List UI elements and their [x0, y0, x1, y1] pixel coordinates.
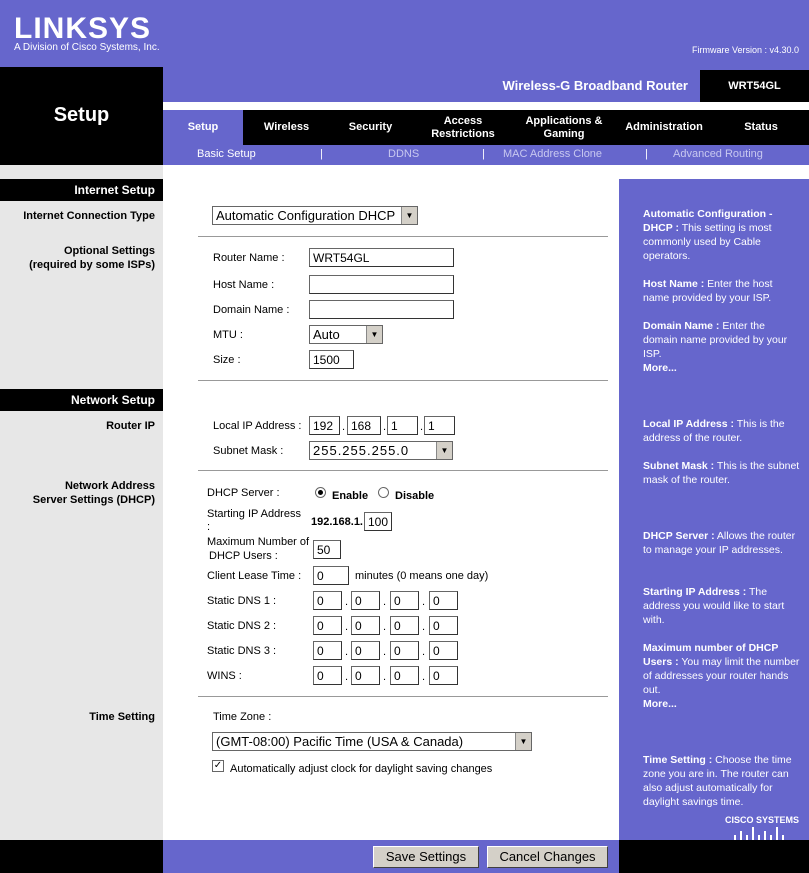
ip-dot: . — [345, 671, 349, 683]
chevron-down-icon: ▼ — [515, 733, 531, 750]
tab-label: Security — [348, 121, 393, 133]
divider — [198, 696, 608, 697]
ip-dot: . — [383, 671, 387, 683]
wins-octet-3[interactable] — [390, 666, 419, 685]
wins-octet-4[interactable] — [429, 666, 458, 685]
cisco-bars-icon — [732, 827, 792, 841]
divider — [198, 470, 608, 471]
dns1-octet-3[interactable] — [390, 591, 419, 610]
dns2-octet-4[interactable] — [429, 616, 458, 635]
help-max-users — [643, 641, 801, 697]
help-title: Subnet Mask : — [643, 460, 715, 472]
footer-left — [0, 840, 163, 873]
dns2-octet-2[interactable] — [351, 616, 380, 635]
tab-label: Status — [744, 121, 778, 133]
tab-security[interactable] — [333, 110, 408, 145]
help-title: Local IP Address : — [643, 418, 735, 430]
help-title: Starting IP Address : — [643, 586, 747, 598]
dns1-octet-2[interactable] — [351, 591, 380, 610]
dns1-octet-1[interactable] — [313, 591, 342, 610]
model-name: WRT54GL — [700, 70, 809, 102]
logo-subtitle: A Division of Cisco Systems, Inc. — [14, 42, 160, 53]
help-text: Enter the domain name provided by your ISP. — [643, 320, 788, 360]
ip-dot: . — [420, 421, 424, 433]
section-network-setup — [0, 389, 163, 411]
subtab-mac-address-clone[interactable]: MAC Address Clone — [503, 148, 603, 160]
wins-label: WINS : — [207, 670, 242, 682]
max-users-label-2: DHCP Users : — [209, 550, 278, 562]
router-name-label: Router Name : — [213, 252, 285, 264]
label-dhcp: Network Address — [64, 480, 155, 492]
host-name-label: Host Name : — [213, 279, 275, 291]
select-value: 255.255.255.0 — [313, 443, 410, 458]
ip-dot: . — [422, 596, 426, 608]
tab-status[interactable] — [725, 110, 797, 145]
section-label: Internet Setup — [74, 183, 155, 197]
help-text: Allows the router to manage your IP addresses. — [643, 530, 796, 556]
help-title: Time Setting : — [643, 754, 713, 766]
dst-label: Automatically adjust clock for daylight saving changes — [230, 763, 493, 775]
max-users-label: Maximum Number of — [207, 536, 310, 548]
label-optional-settings: Optional Settings — [63, 245, 155, 257]
page-title: Setup — [53, 104, 110, 126]
subtab-ddns[interactable]: DDNS — [388, 148, 420, 160]
tab-label: Administration — [625, 121, 703, 133]
help-title: Domain Name : — [643, 320, 720, 332]
cancel-changes-button[interactable]: Cancel Changes — [487, 846, 608, 868]
select-value: Automatic Configuration DHCP — [216, 208, 396, 223]
chevron-down-icon: ▼ — [436, 442, 452, 459]
label-time-setting: Time Setting — [89, 711, 155, 723]
ip-dot: . — [422, 646, 426, 658]
size-label: Size : — [213, 354, 241, 366]
connection-type-select[interactable] — [212, 206, 418, 225]
dns3-octet-1[interactable] — [313, 641, 342, 660]
tab-administration[interactable] — [615, 110, 713, 145]
cisco-systems-logo — [715, 815, 809, 840]
local-ip-octet-1[interactable] — [309, 416, 340, 435]
local-ip-octet-2[interactable] — [347, 416, 381, 435]
starting-ip-label: Starting IP Address — [207, 508, 301, 520]
help-text: The address you would like to start with. — [643, 586, 785, 626]
help-domain-name — [643, 319, 801, 361]
chevron-down-icon: ▼ — [366, 326, 382, 343]
help-title: Automatic Configuration - DHCP : — [643, 208, 773, 234]
starting-ip-label-colon: : — [207, 521, 211, 533]
lease-time-note: minutes (0 means one day) — [355, 570, 489, 582]
mtu-select[interactable] — [309, 325, 383, 344]
label-internet-connection-type: Internet Connection Type — [23, 210, 155, 222]
local-ip-octet-4[interactable] — [424, 416, 455, 435]
dns2-octet-1[interactable] — [313, 616, 342, 635]
help-starting-ip — [643, 585, 801, 627]
ip-dot: . — [383, 646, 387, 658]
help-dhcp-server — [643, 529, 801, 557]
help-more-link[interactable]: More... — [643, 362, 677, 374]
label-router-ip: Router IP — [106, 420, 155, 432]
subtab-separator: | — [320, 148, 323, 160]
help-text: Enter the host name provided by your ISP. — [643, 278, 773, 304]
help-local-ip — [643, 417, 801, 445]
subnet-mask-label: Subnet Mask : — [213, 445, 284, 457]
tab-label: Wireless — [263, 121, 310, 133]
dns3-octet-4[interactable] — [429, 641, 458, 660]
dhcp-enable-label: Enable — [332, 490, 369, 502]
tab-applications-gaming[interactable] — [518, 110, 610, 145]
subnet-mask-select[interactable] — [309, 441, 453, 460]
subtab-separator: | — [482, 148, 485, 160]
help-more-link[interactable]: More... — [643, 698, 677, 710]
subtab-basic-setup[interactable]: Basic Setup — [197, 148, 256, 160]
domain-name-label: Domain Name : — [213, 304, 290, 316]
dhcp-enable-radio[interactable] — [315, 487, 326, 498]
dhcp-disable-label: Disable — [395, 490, 435, 502]
ip-dot: . — [342, 421, 346, 433]
tab-label: Setup — [187, 121, 219, 133]
select-value: Auto — [313, 327, 340, 342]
host-name-input[interactable] — [309, 275, 454, 294]
firmware-version: Firmware Version : v4.30.0 — [691, 45, 799, 55]
dhcp-disable-radio[interactable] — [378, 487, 389, 498]
size-input[interactable] — [309, 350, 354, 369]
help-dhcp — [643, 207, 801, 263]
lease-time-input[interactable] — [313, 566, 349, 585]
linksys-logo: LINKSYS — [14, 12, 152, 45]
help-subnet-mask — [643, 459, 801, 487]
max-users-input[interactable] — [313, 540, 341, 559]
tab-wireless[interactable] — [248, 110, 325, 145]
help-time-setting — [643, 753, 801, 809]
time-zone-label: Time Zone : — [213, 711, 272, 723]
help-text: This is the subnet mask of the router. — [643, 460, 800, 486]
dns2-octet-3[interactable] — [390, 616, 419, 635]
tab-setup[interactable] — [163, 110, 243, 145]
ip-dot: . — [422, 621, 426, 633]
divider — [198, 236, 608, 237]
product-name: Wireless-G Broadband Router — [502, 78, 688, 93]
dns2-label: Static DNS 2 : — [207, 620, 277, 632]
footer-right — [619, 840, 809, 873]
dns1-label: Static DNS 1 : — [207, 595, 277, 607]
ip-dot: . — [383, 421, 387, 433]
mtu-label: MTU : — [213, 329, 243, 341]
local-ip-octet-3[interactable] — [387, 416, 418, 435]
chevron-down-icon: ▼ — [401, 207, 417, 224]
help-text: Choose the time zone you are in. The router can also adjust automatically for daylight savings time. — [643, 754, 792, 808]
dns3-label: Static DNS 3 : — [207, 645, 277, 657]
ip-dot: . — [345, 621, 349, 633]
wins-octet-2[interactable] — [351, 666, 380, 685]
time-zone-select[interactable] — [212, 732, 532, 751]
dst-checkbox[interactable]: ✓ — [213, 760, 223, 771]
select-value: (GMT-08:00) Pacific Time (USA & Canada) — [216, 734, 464, 749]
starting-ip-prefix: 192.168.1. — [311, 516, 363, 528]
ip-dot: . — [345, 646, 349, 658]
local-ip-label: Local IP Address : — [213, 420, 302, 432]
help-text: This is the address of the router. — [643, 418, 785, 444]
cisco-wordmark: CISCO SYSTEMS — [724, 815, 799, 825]
ip-dot: . — [345, 596, 349, 608]
dns1-octet-4[interactable] — [429, 591, 458, 610]
dhcp-server-label: DHCP Server : — [207, 487, 280, 499]
label-optional-settings-note: (required by some ISPs) — [29, 259, 155, 271]
tab-access-restrictions[interactable] — [418, 110, 508, 145]
dns3-octet-2[interactable] — [351, 641, 380, 660]
ip-dot: . — [383, 621, 387, 633]
section-internet-setup — [0, 179, 163, 201]
help-title: Maximum number of DHCP Users : — [643, 642, 779, 668]
help-title: DHCP Server : — [643, 530, 715, 542]
router-name-input[interactable] — [309, 248, 454, 267]
wins-octet-1[interactable] — [313, 666, 342, 685]
ip-dot: . — [383, 596, 387, 608]
help-host-name — [643, 277, 801, 305]
lease-time-label: Client Lease Time : — [207, 570, 302, 582]
tab-label: Access Restrictions — [431, 114, 495, 140]
tab-label: Applications & Gaming — [525, 114, 603, 140]
subtab-advanced-routing[interactable]: Advanced Routing — [673, 148, 763, 160]
ip-dot: . — [422, 671, 426, 683]
help-text: You may limit the number of addresses your router hands out. — [643, 656, 800, 696]
starting-ip-input[interactable] — [364, 512, 392, 531]
dns3-octet-3[interactable] — [390, 641, 419, 660]
help-text: This setting is most commonly used by Cable operators. — [643, 222, 772, 262]
label-dhcp-2: Server Settings (DHCP) — [32, 494, 155, 506]
domain-name-input[interactable] — [309, 300, 454, 319]
help-title: Host Name : — [643, 278, 705, 290]
divider — [198, 380, 608, 381]
section-label: Network Setup — [70, 393, 155, 407]
subtab-separator: | — [645, 148, 648, 160]
save-settings-button[interactable]: Save Settings — [373, 846, 479, 868]
